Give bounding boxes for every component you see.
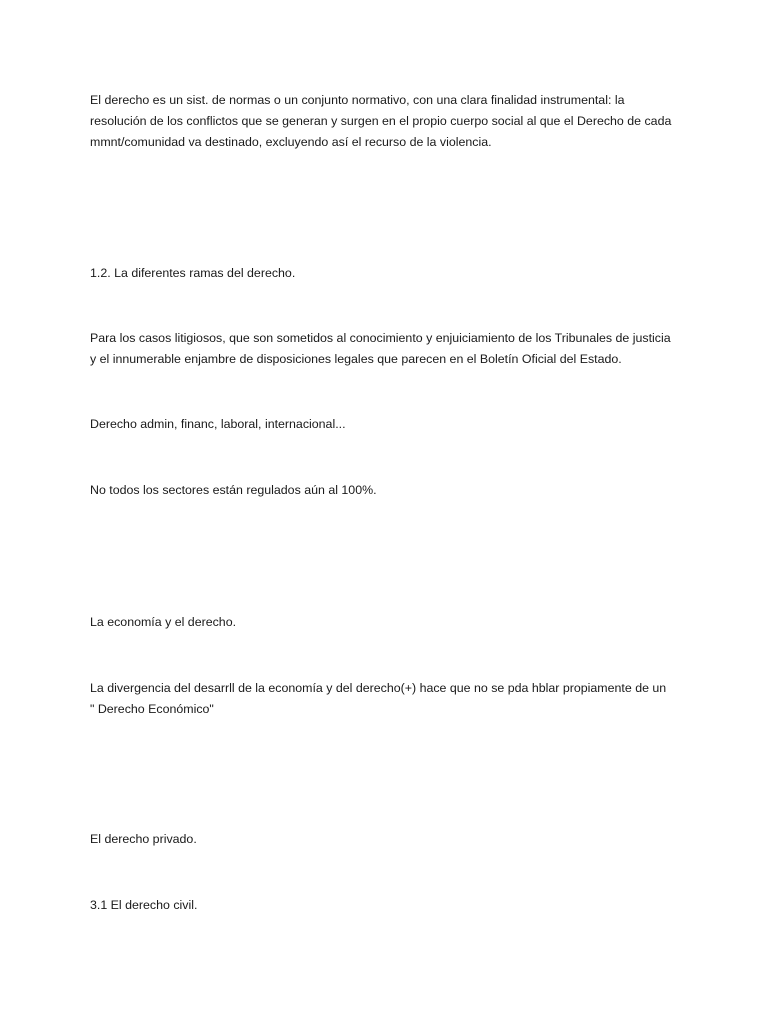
text-line: y el innumerable enjambre de disposiciones legales que parecen en el Boletín Oficial del Estado.	[90, 352, 622, 366]
paragraph-litigiosos	[90, 328, 690, 370]
text-line: El derecho privado.	[90, 832, 197, 846]
text-line: El derecho es un sist. de normas o un conjunto normativo, con una clara finalidad instrumental: la	[90, 93, 625, 107]
text-line: No todos los sectores están regulados aún al 100%.	[90, 483, 377, 497]
text-line: resolución de los conflictos que se generan y surgen en el propio cuerpo social al que el Derecho de cada	[90, 114, 672, 128]
text-line: " Derecho Económico"	[90, 702, 214, 716]
section-heading-privado	[90, 829, 690, 850]
paragraph-definition	[90, 90, 690, 153]
text-line: Para los casos litigiosos, que son sometidos al conocimiento y enjuiciamiento de los Tribunales de justicia	[90, 331, 671, 345]
text-line: La divergencia del desarrll de la economía y del derecho(+) hace que no se pda hblar propiamente de un	[90, 681, 667, 695]
text-line: mmnt/comunidad va destinado, excluyendo así el recurso de la violencia.	[90, 135, 492, 149]
paragraph-ramas-list	[90, 414, 690, 435]
text-line: 3.1 El derecho civil.	[90, 898, 198, 912]
section-heading-civil	[90, 895, 690, 916]
section-heading-ramas	[90, 263, 690, 284]
paragraph-divergencia	[90, 678, 690, 720]
text-line: Derecho admin, financ, laboral, internacional...	[90, 417, 346, 431]
section-heading-economia	[90, 612, 690, 633]
text-line: 1.2. La diferentes ramas del derecho.	[90, 266, 296, 280]
text-line: La economía y el derecho.	[90, 615, 237, 629]
paragraph-sectores	[90, 480, 690, 501]
